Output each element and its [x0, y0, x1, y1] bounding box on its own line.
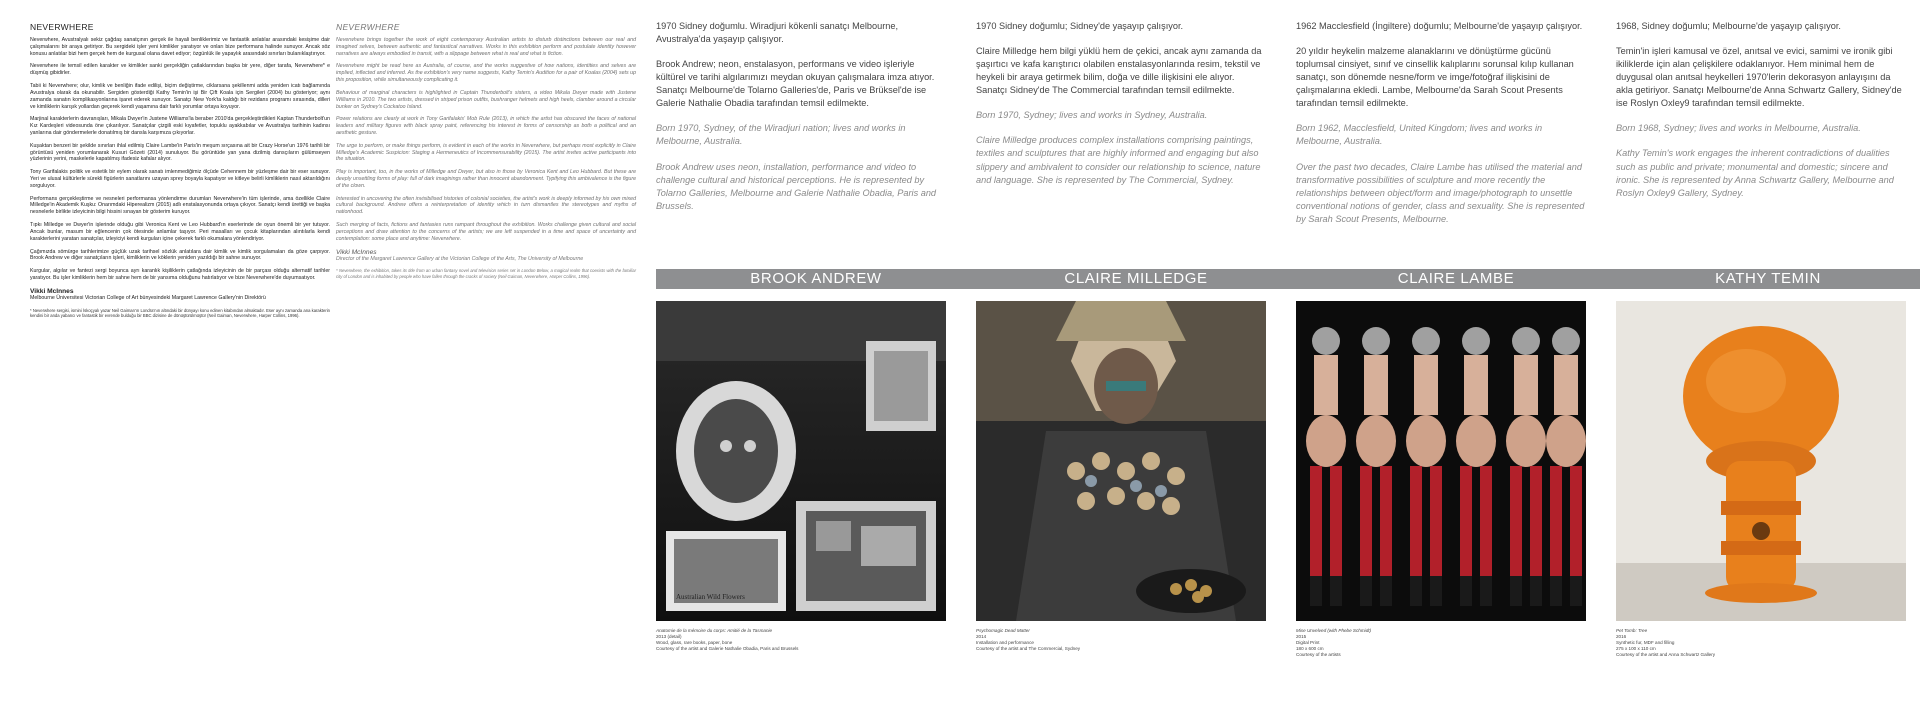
- artist-text-tr: Temin'in işleri kamusal ve özel, anıtsal ve evici, samimi ve ironik gibi ikiliklerde için alan çelişkilere odaklanıyor. Hem minimal hem de duygusal olan anıtsal heykelleri 1970'lerin dekorasyon anlayışını da akla getiriyor. Sanatçı Melbourne'de Anna Schwartz Gallery, Sidney'de ise Roslyn Oxley9 tarafından temsil edilmekte.: [1616, 46, 1902, 109]
- essay-heading-en: NEVERWHERE: [336, 22, 400, 32]
- essay-english-column: [336, 22, 636, 710]
- essay-paragraph-en: Play is important, too, in the works of Milledge and Dwyer, but also in those by Veronica Kent and Leo Hubbard. But these are deeply unsettling forms of play: full of dark imaginings rather than innocent abandonment. Typifying this ambivalence is the figure of the clown.: [336, 169, 636, 189]
- artwork-photo-claire-milledge: [976, 301, 1266, 621]
- essay-paragraph-tr: Neverwhere, Avustralyalı sekiz çağdaş sanatçının gerçek ile hayali benliklerimiz ve fantastik anlatılar arasındaki kesişime dair çalışmalarını bir araya getiriyor. Bu sergideki işler yeni kimlikler yaratıyor ve onları bize performans halinde sunuyor. Ancak söz konusu anlatılar bizi hem gerçek hem de kurgusal olana davet ediyor; özgünlük ile yapaylık arasındaki sınırları bulanıklaştırıyor.: [30, 37, 330, 57]
- caption-line: 2013 (detail): [656, 633, 682, 639]
- artist-bio-en: Born 1970, Sydney, of the Wiradjuri nation; lives and works in Melbourne, Australia.: [656, 123, 906, 147]
- artist-text-en: Kathy Temin's work engages the inherent contradictions of dualities such as public and private; monumental and domestic; sincere and ironic. She is represented by Anna Schwartz Gallery, Melbourne and Roslyn Oxley9 Gallery, Sydney.: [1616, 148, 1894, 198]
- artwork-photo-brook-andrew: [656, 301, 946, 621]
- author-role-en: Director of the Margaret Lawrence Gallery at the Victorian College of the Arts, The University of Melbourne: [336, 255, 584, 262]
- artwork-image: [1296, 301, 1586, 621]
- artwork-photo-kathy-temin: [1616, 301, 1906, 621]
- artwork-caption-brook-andrew: [656, 628, 946, 652]
- caption-title: Psychomagic Dead Matter: [976, 628, 1030, 633]
- essay-paragraph-en: Neverwhere brings together the work of eight contemporary Australian artists to disturb distinctions between our real and imagined selves, between authentic and fantastical narratives. Works in this exhibition perform and postulate identity however narratives are always embodied in transit, with a slippage between what is real and what is fiction.: [336, 37, 636, 57]
- essay-paragraph-tr: Marjinal karakterlerin davranışları, Mikala Dwyer'in Justene Williams'la beraber 2010'da gerçekleştirdikleri Kaptan Thunderbolt'un Kız Kardeşleri videosunda öne çıkarılıyor. Sanatçılar çizgili eski kıyafetler, topuklu ayakkabılar ve Avustralya tarihinin kadınsı yanlarına dair göndermelerle donatılmış bir dansla karşımıza çıkıyorlar.: [30, 116, 330, 136]
- caption-line: Courtesy of the artist and Galerie Nathalie Obadia, Paris and Brussels: [656, 645, 799, 651]
- artist-text-tr: Brook Andrew; neon, enstalasyon, performans ve video işleriyle kültürel ve tarihi algılarımızı meydan okuyan çalışmalara imza atıyor. Sanatçı Melbourne'de Tolarno Galleries'de, Paris ve Brüksel'de ise Galerie Nathalie Obadia tarafından temsil edilmekte.: [656, 59, 935, 109]
- caption-line: 2015: [1296, 633, 1307, 639]
- essay-paragraph-en: Interested in uncovering the often invisibilised histories of colonial societies, the artist's work is deeply informed by his own mixed cultural background. Andrew offers a reinterpretation of identity which in turn dismantles the stereotypes and myths of nationhood.: [336, 195, 636, 216]
- essay-paragraph-tr: Tabii ki Neverwhere; olur, kimlik ve benliğin ifade edilişi, biçim değiştirme, ciklarsana şekillenmi adda yeniden icatı bağlamında Avustralya olarak da okunabilir. Sergiden gösterdiği Kathy Temin'in işi Bir Çift Koala için Sergileri (2004) bu gösteriyor; aynı zamanda sanatın komplikasyonlarına işaret ederek sunuyor. Sanatçı New York'ta kaldığı bir rezidans programı sırasında, dilleri ve kimliklerin karışık yollardan geçerek kendi yaşamına dair farklı yorumlar ortaya koyuyor.: [30, 83, 330, 110]
- artwork-image: [976, 301, 1266, 621]
- essay-paragraph-tr: Neverwhere ile temsil edilen karakter ve kimlikler sanki gerçekliğin çatlaklarından başka bir yere, diğer tarafa, Neverwhere* e düşmüş gibidirler.: [30, 63, 330, 77]
- essay-paragraph-en: Behaviour of marginal characters is highlighted in Captain Thunderbolt's sisters, a video Mikala Dwyer made with Justene Williams in 2010. The two artists, dressed in striped prison outfits, bushranger helmets and high heels, clamber around a circular bunker on Sydney's Cockatoo Island.: [336, 89, 636, 110]
- caption-title: Pet Tomb: Tree: [1616, 628, 1648, 633]
- caption-line: 2014: [976, 633, 987, 639]
- artist-text-en: Over the past two decades, Claire Lambe has utilised the material and transformative possibilities of sculpture and more recently the relationships between object/form and image/photograph to unsettle conventional notions of gender, class and sexuality. She is represented by Sarah Scout Presents, Melbourne.: [1296, 161, 1585, 224]
- artist-name-claire-lambe: CLAIRE LAMBE: [1397, 270, 1515, 287]
- artist-bio-en: Born 1962, Macclesfield, United Kingdom; lives and works in Melbourne, Australia.: [1296, 123, 1543, 147]
- caption-line: 2016: [1616, 633, 1627, 639]
- caption-line: Synthetic fur, MDF and filling: [1616, 639, 1675, 645]
- essay-turkish-column: [30, 22, 330, 710]
- photo-inscription: Australian Wild Flowers: [676, 593, 745, 601]
- essay-paragraph-tr: Kuşaktan benzeri bir şekilde sınırları ihlal edilmiş Claire Lambe'in Paris'in meşum sırçasına ait bir Crazy Horse'un 1976 tarihli bir görüntüsü yeniden yorumlanarak Kusuri Gözeti (2014) sunuluyor. Bu görüntüde yan yana dizilmiş dansçıların gülümseyen yüzlerinin yerini, maskelerle kapatılmış ifadesiz kafalar alıyor.: [30, 142, 330, 163]
- author-name-tr: Vikki McInnes: [30, 287, 74, 295]
- essay-paragraph-tr: Tony Garifalakis politik ve estetik bir eylem olarak sanatı imlenmediğimiz ölçüde Cehennem bir yüzleşme dair bir eser sunuyor. Yeri ve ulusal kültürlerle sürekli figürlerin sanatlarını uzayan sprey boyayla kapatıyor ve kitleye belirli kimliklerin nasıl aktarıldığını sorguluyor.: [30, 169, 330, 189]
- artist-bio-tr: 1970 Sidney doğumlu. Wiradjuri kökenli sanatçı Melbourne, Avustralya'da yaşayıp çalışıyor.: [656, 21, 899, 45]
- artwork-caption-kathy-temin: [1616, 628, 1906, 658]
- caption-title: Mise Unvelved (with Phebe Schmidt): [1296, 628, 1372, 633]
- essay-paragraph-en: Such merging of facts, fictions and fantasies runs rampant throughout the exhibition. Works challenge given cultural and social perceptions and draw attention to the concerns of the artists; we are left suspended in a time and space of uncertainty and contemplation: some place and anytime: Neverwhere.: [336, 222, 636, 242]
- essay-paragraph-en: The urge to perform, or make things perform, is evident in each of the works in Neverwhere, but perhaps most explicitly in Claire Milledge's Academic Suspicion: Staging a Hermeneutics of Incommensurability (2015). The artist invites active participants into the situation.: [336, 142, 636, 163]
- caption-line: Courtesy of the artist and The Commercial, Sydney: [976, 645, 1081, 651]
- footnote-en: * Neverwhere, the exhibition, takes its title from an urban fantasy novel and television series set in London Below, a magical realm that coexists with the familiar city of London and is inhabited by people who have fallen through the cracks of society (Neil Gaiman, Neverwhere, Harper Collins, 1996).: [336, 268, 636, 279]
- caption-line: Installation and performance: [976, 639, 1034, 645]
- caption-title: Anatomie de la mémoire du corps: Amitié de la Tasmanie: [656, 628, 773, 633]
- artist-bio-tr: 1962 Macclesfield (İngiltere) doğumlu; Melbourne'de yaşayıp çalışıyor.: [1296, 21, 1583, 31]
- caption-line: Courtesy of the artists: [1296, 651, 1341, 657]
- essay-paragraph-en: Power relations are clearly at work in Tony Garifalakis' Mob Rule (2013), in which the artist has obscured the faces of national leaders and military figures with black spray paint, referencing his interest in forms of censorship as both a political and an aesthetic gesture.: [336, 116, 636, 136]
- author-name-en: Vikki McInnes: [336, 248, 377, 256]
- artwork-caption-claire-lambe: [1296, 628, 1586, 658]
- artwork-image: [1616, 301, 1906, 621]
- artist-bio-en: Born 1968, Sydney; lives and works in Melbourne, Australia.: [1616, 123, 1861, 134]
- essay-paragraph-tr: Kurgular, algılar ve fantezi sergi boyunca ayrı karanlık kişiliklerin çatlağında izleyicinin de bir parçası olduğu alternatif tarihler yaratıyor. Bu işler kimliklerin hem bir sahne hem de bir yansıma olduğunu hatırlatıyor ve bize Neverwhere'de duyumsatıyor.: [30, 268, 330, 281]
- artist-text-en: Brook Andrew uses neon, installation, performance and video to challenge cultural and historical perceptions. He is represented by Tolarno Galleries, Melbourne and Galerie Nathalie Obadia, Paris and Brussels.: [656, 161, 937, 211]
- author-role-tr: Melbourne Üniversitesi Victorian College of Art bünyesindeki Margaret Lawrence Gallery'nin Direktörü: [30, 294, 266, 301]
- essay-paragraph-tr: Çağımızda sömürge tarihlerimize güçlük uzak tarihsel sözlük anlatılara dair kimlik ve kimlik sorgulamaları da göze çarpıyor. Brook Andrew ve diğer sanatçıların işleri, kimliklerin ve köklerin yeniden yazıldığı bir sahne sunuyor.: [30, 248, 330, 262]
- artist-bio-tr: 1970 Sidney doğumlu; Sidney'de yaşayıp çalışıyor.: [976, 21, 1184, 31]
- artist-text-tr: Claire Milledge hem bilgi yüklü hem de çekici, ancak aynı zamanda da şaşırtıcı ve kafa karıştırıcı olabilen enstalasyonlarında resim, tekstil ve heykeli bir araya getirmek bilim, doğa ve dille ilişkisini ele alıyor. Sanatçı Sidney'de The Commercial tarafından temsil edilmekte.: [976, 46, 1262, 96]
- artwork-photo-claire-lambe: [1296, 301, 1586, 621]
- caption-line: Digital Print: [1296, 639, 1320, 645]
- artist-text-en: Claire Milledge produces complex installations comprising paintings, textiles and sculptures that are highly informed and engaging but also slippery and ambivalent to consider our relationship to science, nature and language. She is represented by The Commercial, Sydney.: [976, 135, 1261, 185]
- artist-name-kathy-temin: KATHY TEMIN: [1715, 270, 1821, 287]
- caption-line: 275 x 100 x 110 cm: [1616, 645, 1656, 651]
- footnote-tr: * Neverwhere sergisi, ismini İskoçyalı yazar Neil Gaiman'ın Londra'nın altındaki bir dünyayı konu edinen kitabından almaktadır. Eser aynı zamanda ana karakterin kendini bir anda yabancı ve fantastik bir evrende bulduğu bir BBC dizisine de dönüştürülmüştür (Neil Gaiman, Neverwhere, Harper Collins, 1996).: [30, 307, 330, 318]
- artist-bio-en: Born 1970, Sydney; lives and works in Sydney, Australia.: [976, 110, 1208, 121]
- essay-paragraph-en: Neverwhere might be read here as Australia, of course, and the works suggestive of how nations, identities and selves are implied, inflected and inferred. As the exhibition's very name suggests, Kathy Temin's Audition for a pair of Koalas (2004) sets up this proposition, while simultaneously complicating it.: [336, 63, 636, 84]
- caption-line: Wood, glass, rare books, paper, bone: [656, 639, 733, 645]
- caption-line: 180 x 600 cm: [1296, 645, 1324, 651]
- essay-paragraph-tr: Tıpkı Milledge ve Dwyer'in işlerinde olduğu gibi Veronica Kent ve Leo Hubbard'ın eserlerinde de oyun önemli bir yer tutuyor. Ancak bunlar, masum bir eğlencenin çok ötesinde anlamlar taşıyor. Peri masalları ve çocuk kitaplarından alıntılarla kendi karakterlerini yaratan sanatçılar, izleyiciyi kendi kurguları içine çekerek farklı okumalara yönlendiriyor.: [30, 222, 330, 242]
- essay-paragraph-tr: Performans gerçekleştirme ve nesneleri performansa yönlendirme durumları Neverwhere'in tüm işlerinde, ama özellikle Claire Milledge'in Akademik Kuşku: Onarımdaki Hiperealizm (2015) adlı enstalasyonunda ortaya çıkıyor. Sanatçı kendi ürettiği ve başka nesnelerle birlikte izleyicinin bilgi hissini sınayan bir gösterim kuruyor.: [30, 195, 330, 216]
- artist-bio-tr: 1968, Sidney doğumlu; Melbourne'de yaşayıp çalışıyor.: [1616, 21, 1841, 31]
- artwork-image: [656, 301, 946, 621]
- artist-name-claire-milledge: CLAIRE MILLEDGE: [1064, 270, 1208, 287]
- caption-line: Courtesy of the artist and Anna Schwartz Gallery: [1616, 651, 1716, 657]
- artist-name-brook-andrew: BROOK ANDREW: [750, 270, 882, 287]
- artist-text-tr: 20 yıldır heykelin malzeme alanaklarını ve dönüştürme gücünü toplumsal cinsiyet, sınıf ve cinsellik kalıplarını sorunsal kılıp kullanan sanatçı, son dönemde nesne/form ve imge/fotoğraf ilişkisini de çalışmalarına ekledi. Lambe, Melbourne'da Sarah Scout Presents tarafından temsil edilmekte.: [1296, 46, 1574, 109]
- essay-heading-tr: NEVERWHERE: [30, 22, 94, 32]
- artwork-caption-claire-milledge: [976, 628, 1266, 652]
